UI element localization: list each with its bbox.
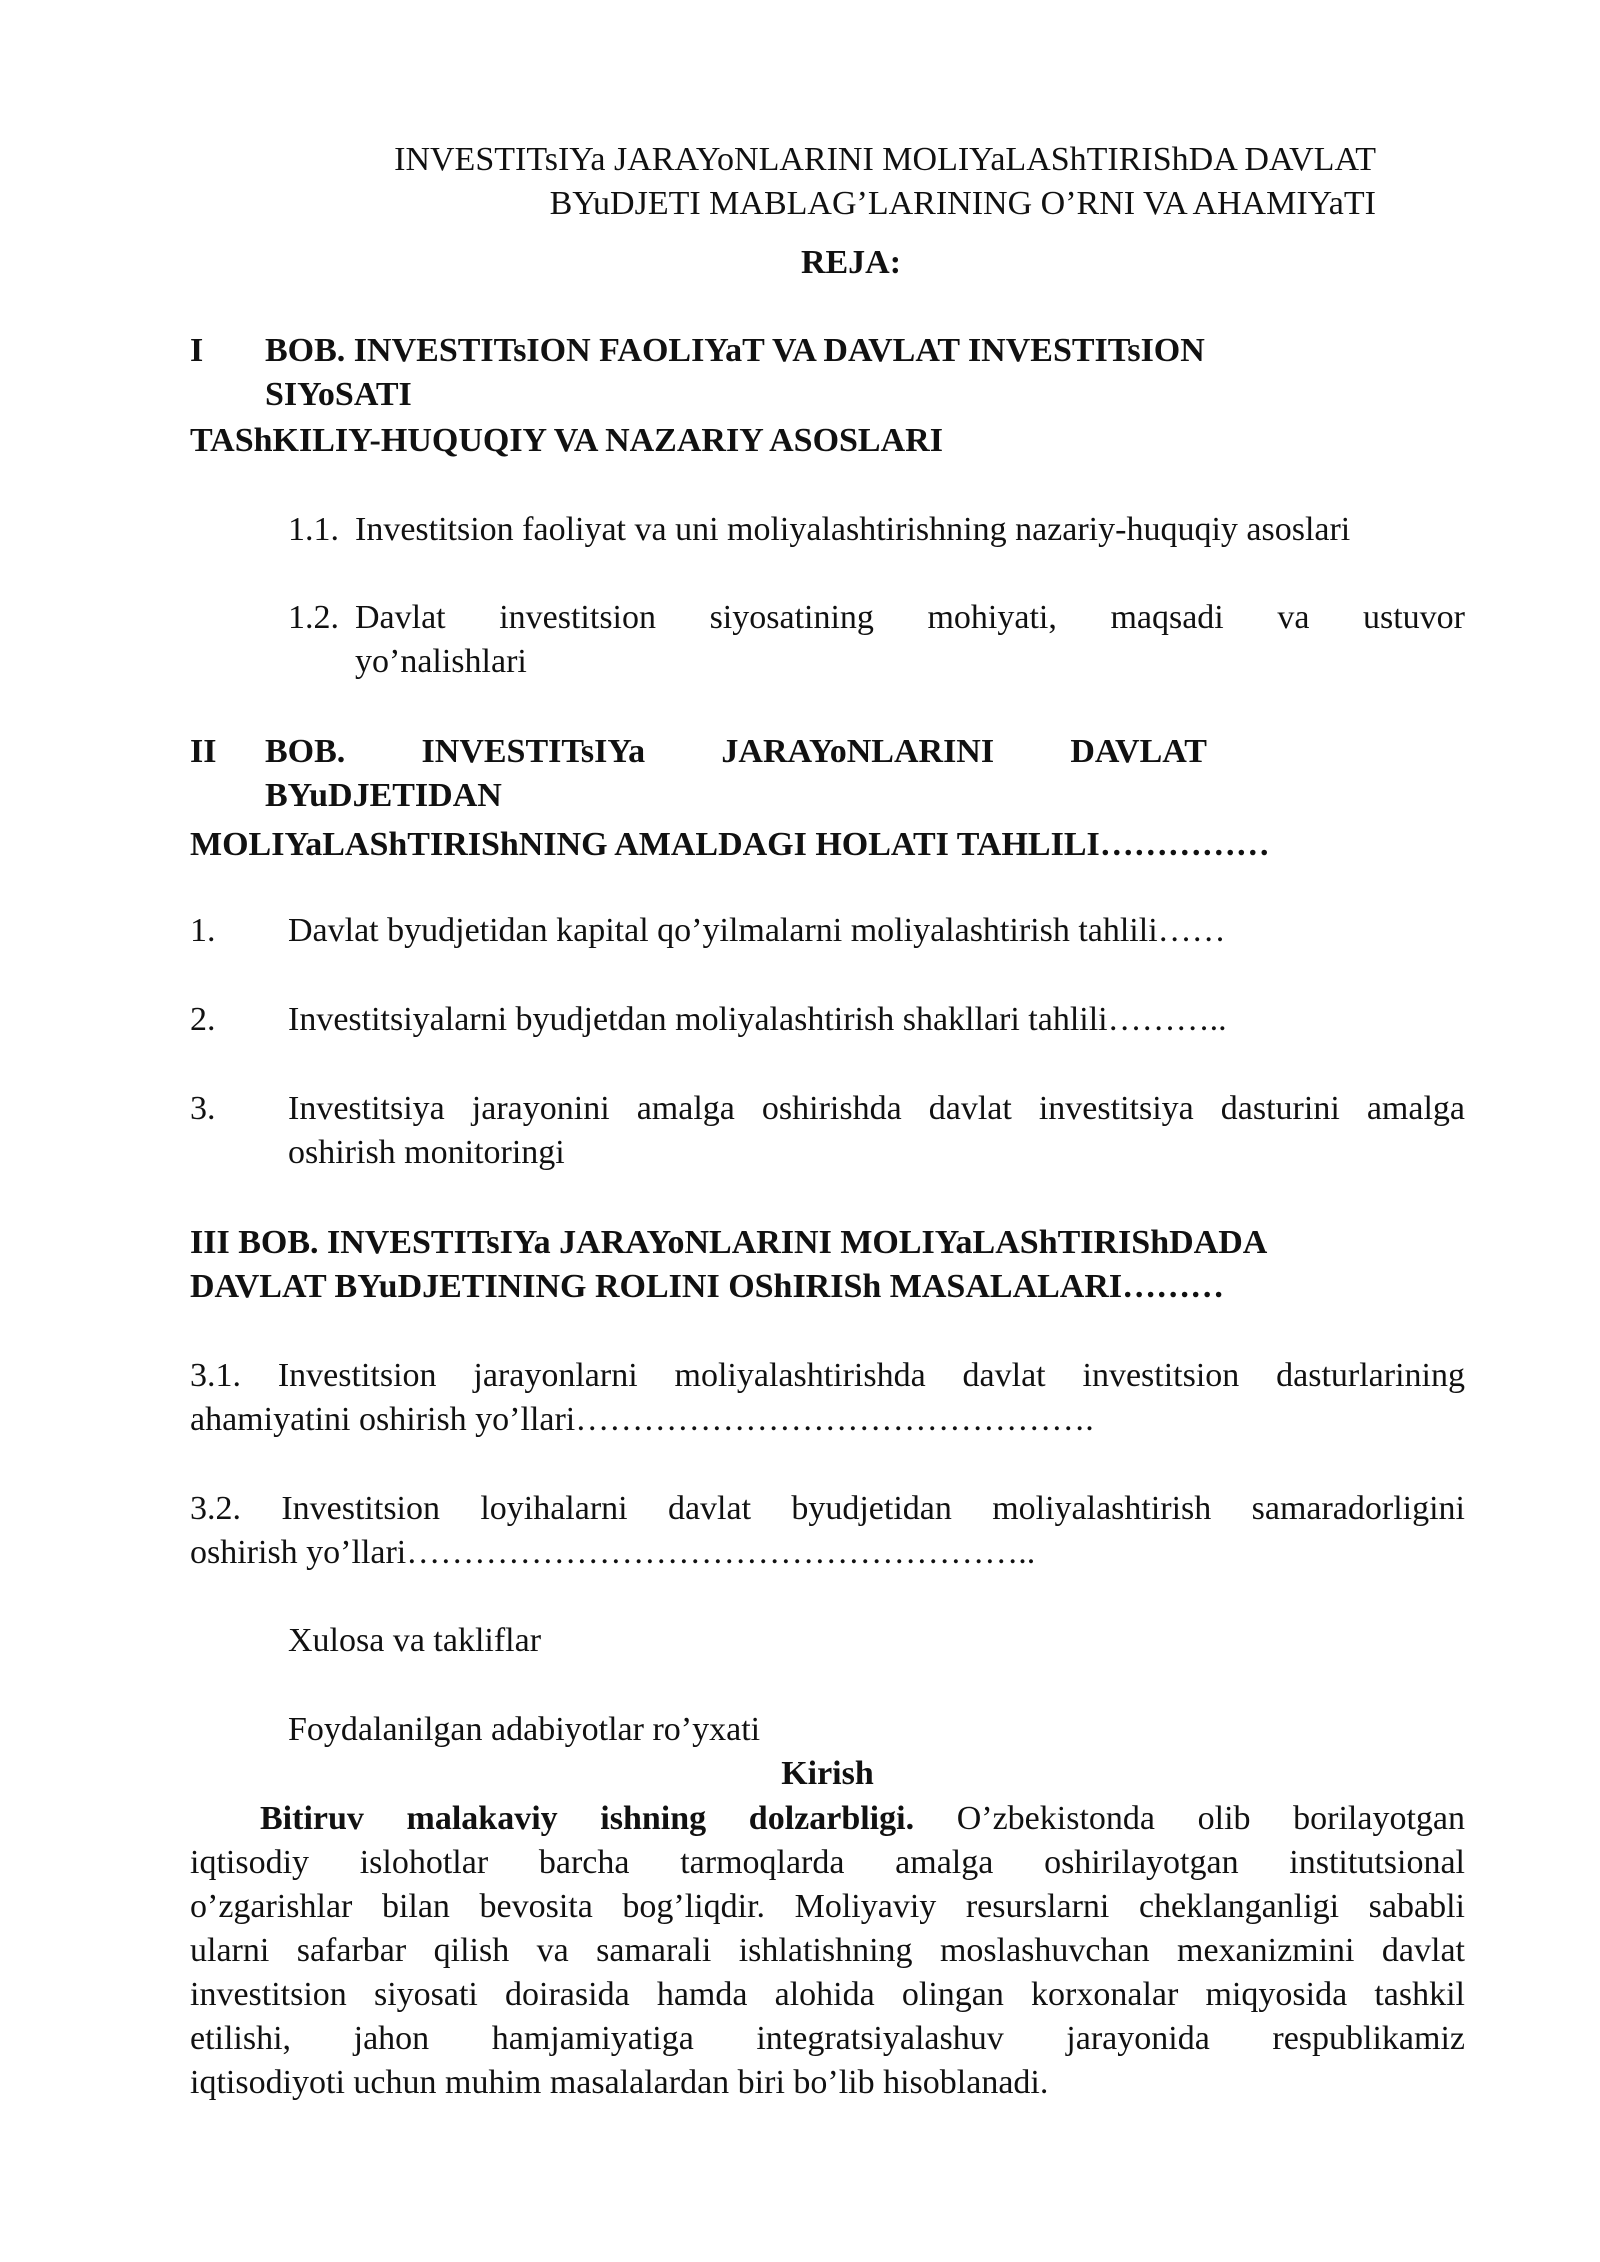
section-2-3-title [288, 1087, 1465, 1175]
chapter-1-title [265, 329, 1465, 417]
section-1-2-number: 1.2. [288, 599, 339, 636]
introduction-heading: Kirish [781, 1755, 874, 1792]
chapter-1-title-line-3: TAShKILIY-HUQUQIY VA NAZARIY ASOSLARI [190, 422, 943, 459]
chapter-2-number: II [190, 733, 217, 770]
intro-line-1 [190, 1797, 1465, 1841]
section-2-1-number: 1. [190, 912, 216, 949]
chapter-3-title-line-2: DAVLAT BYuDJETINING ROLINI OShIRISh MASALALARI……… [190, 1268, 1225, 1305]
section-1-2-line-1: Davlat investitsion siyosatining mohiyati, maqsadi va ustuvor [355, 599, 1465, 636]
title-line-2: BYuDJETI MABLAG’LARINING O’RNI VA AHAMIYaTI [549, 185, 1376, 222]
chapter-2-title-line-2: BYuDJETIDAN [265, 777, 502, 814]
section-1-1-title: Investitsion faoliyat va uni moliyalashtirishning nazariy-huquqiy asoslari [355, 511, 1351, 548]
intro-line-2: iqtisodiy islohotlar barcha tarmoqlarda amalga oshirilayotgan institutsional [190, 1844, 1465, 1881]
section-2-3-number: 3. [190, 1090, 216, 1127]
plan-heading: REJA: [800, 244, 902, 281]
chapter-2-title-line-3: MOLIYaLAShTIRIShNING AMALDAGI HOLATI TAHLILI…………… [190, 826, 1270, 863]
section-3-1-line-1: 3.1. Investitsion jarayonlarni moliyalashtirishda davlat investitsion dasturlarining [190, 1357, 1465, 1394]
section-3-2-line-1: 3.2. Investitsion loyihalarni davlat byudjetidan moliyalashtirish samaradorligini [190, 1490, 1465, 1527]
document-title [190, 138, 1376, 226]
chapter-1-title-line-2: SIYoSATI [265, 376, 412, 413]
section-3-2-line-2: oshirish yo’llari……………………………………………….. [190, 1534, 1036, 1571]
section-3-1 [190, 1354, 1465, 1442]
section-2-2-title: Investitsiyalarni byudjetdan moliyalashtirish shakllari tahlili……….. [288, 1001, 1227, 1038]
section-1-2-line-2: yo’nalishlari [355, 643, 527, 680]
section-2-2-number: 2. [190, 1001, 216, 1038]
chapter-3-title [190, 1221, 1465, 1309]
section-3-1-line-2: ahamiyatini oshirish yo’llari………………………………………. [190, 1401, 1094, 1438]
chapter-2-title [265, 730, 1207, 818]
section-2-3-line-2: oshirish monitoringi [288, 1134, 565, 1171]
conclusions-item: Xulosa va takliflar [288, 1622, 542, 1659]
chapter-2-title-line-1: BOB. INVESTITsIYa JARAYoNLARINI DAVLAT [265, 733, 1207, 770]
section-1-1-number: 1.1. [288, 511, 339, 548]
intro-line-5: investitsion siyosati doirasida hamda alohida olingan korxonalar miqyosida tashkil [190, 1976, 1465, 2013]
chapter-1-number: I [190, 332, 204, 369]
intro-line-3: o’zgarishlar bilan bevosita bog’liqdir. Moliyaviy resurslarni cheklanganligi sababli [190, 1888, 1465, 1925]
introduction-paragraph [190, 1797, 1465, 2105]
chapter-3-title-line-1: III BOB. INVESTITsIYa JARAYoNLARINI MOLIYaLAShTIRIShDADA [190, 1224, 1268, 1261]
intro-line-7: iqtisodiyoti uchun muhim masalalardan biri bo’lib hisoblanadi. [190, 2064, 1049, 2101]
section-2-1-title: Davlat byudjetidan kapital qo’yilmalarni moliyalashtirish tahlili…… [288, 912, 1226, 949]
title-line-1: INVESTITsIYa JARAYoNLARINI MOLIYaLAShTIRIShDA DAVLAT [394, 141, 1376, 178]
intro-lead: Bitiruv malakaviy ishning dolzarbligi. [260, 1800, 915, 1837]
intro-line-1-text: O’zbekistonda olib borilayotgan [956, 1800, 1465, 1837]
intro-line-4: ularni safarbar qilish va samarali ishlatishning moslashuvchan mexanizmini davlat [190, 1932, 1465, 1969]
section-1-2-title [355, 596, 1465, 684]
chapter-1-title-line-1: BOB. INVESTITsION FAOLIYaT VA DAVLAT INVESTITsION [265, 332, 1205, 369]
references-item: Foydalanilgan adabiyotlar ro’yxati [288, 1711, 761, 1748]
section-2-3-line-1: Investitsiya jarayonini amalga oshirishda davlat investitsiya dasturini amalga [288, 1090, 1465, 1127]
intro-line-6: etilishi, jahon hamjamiyatiga integratsiyalashuv jarayonida respublikamiz [190, 2020, 1465, 2057]
section-3-2 [190, 1487, 1465, 1575]
